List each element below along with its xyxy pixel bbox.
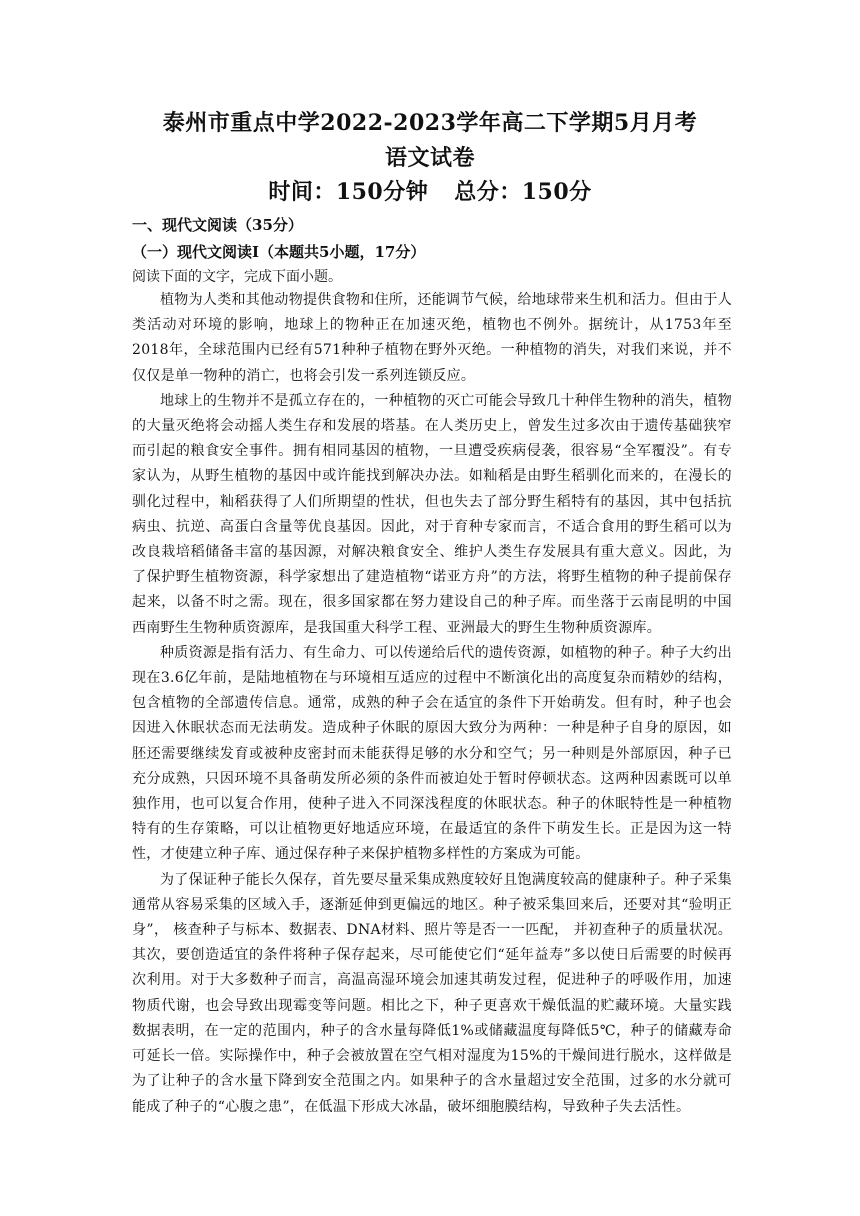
passage-paragraph-1: 植物为人类和其他动物提供食物和住所，还能调节气候，给地球带来生机和活力。但由于人类活动对环境的影响，地球上的物种正在加速灭绝，植物也不例外。据统计，从1753年至2018年，全球范围内已经有571种种子植物在野外灭绝。一种植物的消失，对我们来说，并不仅仅是单一物种的消亡，也将会引发一系列连锁反应。 (132, 292, 732, 384)
passage-paragraph-2: 地球上的生物并不是孤立存在的，一种植物的灭亡可能会导致几十种伴生物种的消失，植物的大量灭绝将会动摇人类生存和发展的塔基。在人类历史上，曾发生过多次由于遗传基础狭窄而引起的粮食安全事件。拥有相同基因的植物，一旦遭受疾病侵袭，很容易“全军覆没”。有专家认为，从野生植物的基因中或许能找到解决办法。如籼稻是由野生稻驯化而来的，在漫长的驯化过程中，籼稻获得了人们所期望的性状，但也失去了部分野生稻特有的基因，其中包括抗病虫、抗逆、高蛋白含量等优良基因。因此，对于育种专家而言，不适合食用的野生稻可以为改良栽培稻储备丰富的基因源，对解决粮食安全、维护人类生存发展具有重大意义。因此，为了保护野生植物资源，科学家想出了建造植物“诺亚方舟”的方法，将野生植物的种子提前保存起来，以备不时之需。现在，很多国家都在努力建设自己的种子库。而坐落于云南昆明的中国西南野生生物种质资源库，是我国重大科学工程、亚洲最大的野生生物种质资源库。 (132, 392, 732, 636)
exam-total-score: 总分：150分 (454, 179, 592, 205)
passage-paragraph-4: 为了保证种子能长久保存，首先要尽量采集成熟度较好且饱满度较高的健康种子。种子采集通常从容易采集的区域入手，逐渐延伸到更偏远的地区。种子被采集回来后，还要对其“验明正身”， 核查种子与标本、数据表、DNA材料、照片等是否一一匹配， 并初查种子的质量状况。其次，要创造适宜的条件将种子保存起来，尽可能使它们“延年益寿”多以使日后需要的时候再次利用。对于大多数种子而言，高温高湿环境会加速其萌发过程，促进种子的呼吸作用，加速物质代谢，也会导致出现霉变等问题。相比之下，种子更喜欢干燥低温的贮藏环境。大量实践数据表明，在一定的范围内，种子的含水量每降低1%或储藏温度每降低5℃，种子的储藏寿命可延长一倍。实际操作中，种子会被放置在空气相对湿度为15%的干燥间进行脱水，这样做是为了让种子的含水量下降到安全范围之内。如果种子的含水量超过安全范围，过多的水分就可能成了种子的“心腹之患”，在低温下形成大冰晶，破坏细胞膜结构，导致种子失去活性。 (132, 871, 732, 1115)
subsection-heading: （一）现代文阅读Ⅰ（本题共5小题，17分） (132, 243, 426, 261)
exam-title: 泰州市重点中学2022-2023学年高二下学期5月月考 (162, 110, 698, 136)
exam-time-score (0, 177, 860, 207)
reading-passage (132, 288, 732, 1120)
exam-time: 时间：150分钟 (268, 179, 429, 205)
passage-paragraph-3: 种质资源是指有活力、有生命力、可以传递给后代的遗传资源，如植物的种子。种子大约出现在3.6亿年前，是陆地植物在与环境相互适应的过程中不断演化出的高度复杂而精妙的结构，包含植物的全部遗传信息。通常，成熟的种子会在适宜的条件下开始萌发。但有时，种子也会因进入休眠状态而无法萌发。造成种子休眠的原因大致分为两种：一种是种子自身的原因，如胚还需要继续发育或被种皮密封而未能获得足够的水分和空气；另一种则是外部原因，种子已充分成熟，只因环境不具备萌发所必须的条件而被迫处于暂时停顿状态。这两种因素既可以单独作用，也可以复合作用，使种子进入不同深浅程度的休眠状态。种子的休眠特性是一种植物特有的生存策略，可以让植物更好地适应环境，在最适宜的条件下萌发生长。正是因为这一特性，才使建立种子库、通过保存种子来保护植物多样性的方案成为可能。 (132, 644, 732, 863)
exam-subject: 语文试卷 (384, 145, 475, 171)
section-heading: 一、现代文阅读（35分） (132, 216, 303, 234)
reading-instruction: 阅读下面的文字，完成下面小题。 (132, 269, 342, 285)
